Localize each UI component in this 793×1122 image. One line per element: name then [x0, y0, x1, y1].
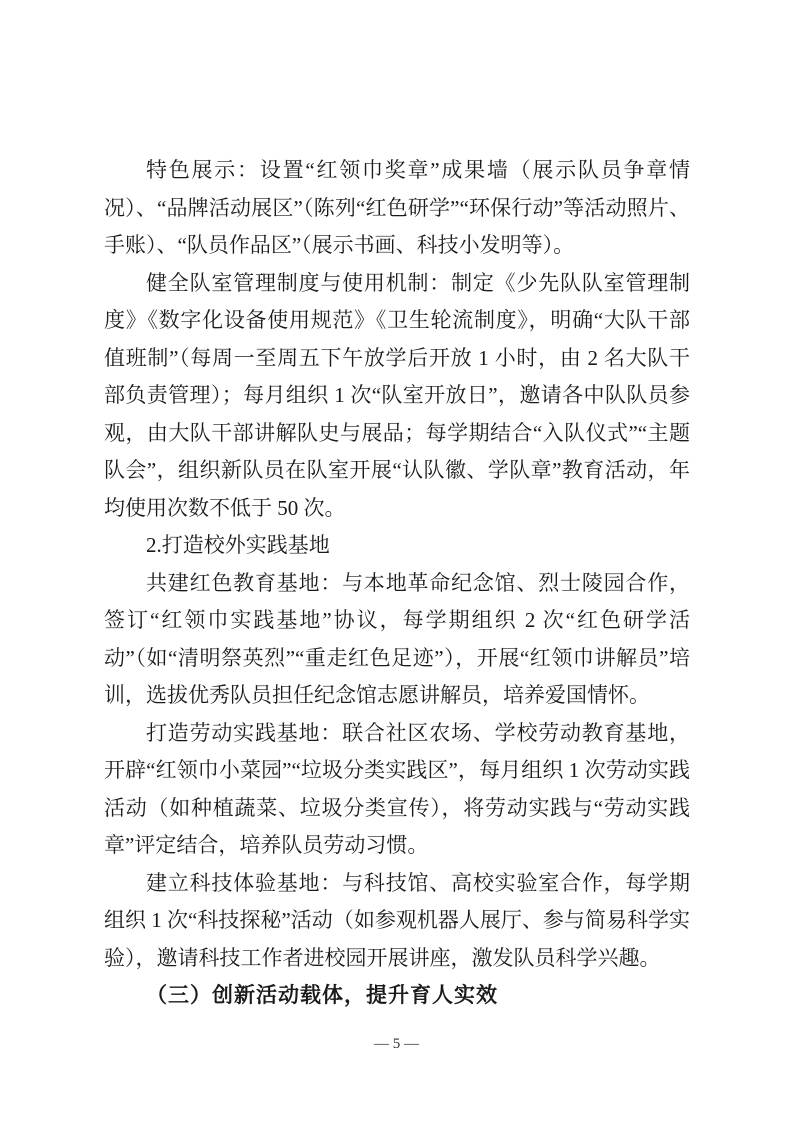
paragraph-feature-display: 特色展示：设置“红领巾奖章”成果墙（展示队员争章情况）、“品牌活动展区”（陈列“红色研学”“环保行动”等活动照片、手账）、“队员作品区”（展示书画、科技小发明等）。 — [104, 158, 690, 257]
paragraph-red-education-base: 共建红色教育基地：与本地革命纪念馆、烈士陵园合作，签订“红领巾实践基地”协议，每学期组织 2 次“红色研学活动”（如“清明祭英烈”“重走红色足迹”），开展“红领巾讲解员”培训，选拔优秀队员担任纪念馆志愿讲解员，培养爱国情怀。 — [104, 570, 690, 707]
section-heading-innovation-carriers: （三）创新活动载体，提升育人实效 — [146, 984, 498, 1007]
paragraph-science-experience-base: 建立科技体验基地：与科技馆、高校实验室合作，每学期组织 1 次“科技探秘”活动（如参观机器人展厅、参与简易科学实验），邀请科技工作者进校园开展讲座，激发队员科学兴趣。 — [104, 870, 690, 970]
paragraph-subheading-off-campus-bases: 2.打造校外实践基地 — [146, 533, 330, 557]
paragraph-room-management: 健全队室管理制度与使用机制：制定《少先队队室管理制度》《数字化设备使用规范》《卫生轮流制度》，明确“大队干部值班制”（每周一至周五下午放学后开放 1 小时，由 2 名大队干部负责管理）；每月组织 1 次“队室开放日”，邀请各中队队员参观，由大队干部讲解队史与展品；每学期结合“入队仪式”“主题队会”，组织新队员在队室开展“认队徽、学队章”教育活动，年均使用次数不低于 50 次。 — [104, 270, 690, 520]
page-number: — 5 — — [374, 1036, 419, 1052]
document-body — [104, 152, 690, 1015]
paragraph-labor-practice-base: 打造劳动实践基地：联合社区农场、学校劳动教育基地，开辟“红领巾小菜园”“垃圾分类实践区”，每月组织 1 次劳动实践活动（如种植蔬菜、垃圾分类宣传），将劳动实践与“劳动实践章”评定结合，培养队员劳动习惯。 — [104, 720, 690, 857]
